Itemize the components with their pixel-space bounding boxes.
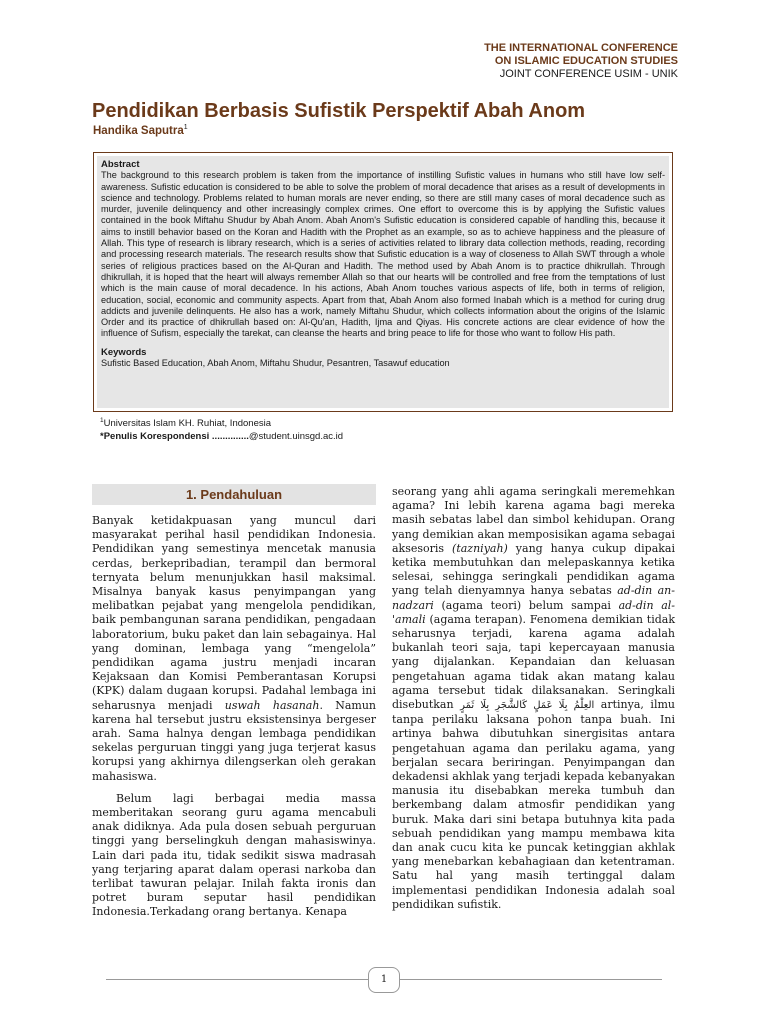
p1-text-b: . Namun karena hal tersebut justru eksistensinya bergeser arah. Sama halnya dengan lembaga pendidikan sekelas perguruan tinggi yang juga terjerat kasus korupsi yang akhirnya dilengserkan oleh gerakan mahasiswa. <box>92 698 377 783</box>
abstract-heading: Abstract <box>101 159 140 170</box>
author-affil-sup: 1 <box>183 124 188 131</box>
keywords-heading: Keywords <box>101 346 147 358</box>
p3-text-d: (agama terapan). Fenomena demikian tidak seharusnya terjadi, karena agama adalah bukanlah teori saja, tapi kepercayaan manusia yang dijalankan. Kepandaian dan keluasan pengetahuan agama tidak akan matang kalau agama tersebut tidak dilaksanakan. Seringkali disebutkan <box>392 612 675 712</box>
paragraph-2: Belum lagi berbagai media massa memberitakan seorang guru agama mencabuli anak didiknya. Ada pula dosen sebuah perguruan tinggi yang berselingkuh dengan mahasiswinya. Lain dari pada itu, tidak sedikit siswa madrasah yang terjaring aparat dalam operasi narkoba dan terlibat tawuran pelajar. Inilah fakta ironis dan potret buram seputar hasil pendidikan Indonesia.Terkadang orang bertanya. Kenapa <box>92 791 376 919</box>
p3-emphasis-3: ad-din al-'amali <box>392 598 675 626</box>
author-name: Handika Saputra <box>93 124 184 137</box>
paper-title: Pendidikan Berbasis Sufistik Perspektif Abah Anom <box>92 100 586 122</box>
arabic-quote: العِلْمُ بِلَا عَمَلٍ كَالشَّجَرِ بِلَا ثَمَرٍ <box>460 700 595 712</box>
corr-label: *Penulis Korespondensi .............. <box>100 431 249 443</box>
abstract-panel <box>97 156 669 408</box>
conference-header <box>484 42 678 81</box>
affiliation-institution <box>100 414 343 430</box>
footer-rule-left <box>106 979 368 980</box>
footer-rule-right <box>400 979 662 980</box>
paragraph-3 <box>392 485 675 912</box>
page-number: 1 <box>368 967 400 993</box>
paragraph-1 <box>92 514 376 784</box>
p3-text-c: (agama teori) belum sampai <box>433 598 619 612</box>
p3-emphasis-2: ad-din an-nadzari <box>392 584 675 612</box>
abstract-box <box>93 152 673 412</box>
p3-text-e: artinya, ilmu tanpa perilaku laksana pohon tanpa buah. Ini artinya bahwa dibutuhkan sinergisitas antara pengetahuan agama dan perilaku agama, yang berjalan secara beriringan. Penyimpangan dan dekadensi akhlak yang terjadi kepada kebanyakan manusia itu disebabkan mereka tumbuh dan berkembang dalam atmosfir pendidikan yang buruk. Maka dari sini betapa butuhnya kita pada sebuah pendidikan yang mampu membawa kita dan anak cucu kita ke puncak ketinggian akhlak yang menebarkan kebahagiaan dan ketentraman. Satu hal yang masih tertinggal dalam implementasi pendidikan Indonesia adalah soal pendidikan sufistik. <box>392 698 675 911</box>
affil-institution-text: Universitas Islam KH. Ruhiat, Indonesia <box>103 418 272 430</box>
p3-text-b: yang hanya cukup dipakai ketika membutuhkan dan melepaskannya ketika selesai, sehingga seringkali pendidikan agama yang telah dienyamnya hanya sebatas <box>392 541 675 598</box>
keywords-text: Sufistic Based Education, Abah Anom, Miftahu Shudur, Pesantren, Tasawuf education <box>101 358 450 369</box>
p3-text-a: seorang yang ahli agama seringkali meremehkan agama? Ini lebih karena agama bagi mereka masih sebatas label dan simbol kehidupan. Orang yang demikian akan memposisikan agama sebagai aksesoris <box>392 485 675 555</box>
body-column-right <box>392 485 675 912</box>
conference-line-2: ON ISLAMIC EDUCATION STUDIES <box>494 55 678 67</box>
affil-sup: 1 <box>100 417 104 424</box>
affiliation-block <box>100 414 343 443</box>
corresponding-author <box>100 430 343 443</box>
body-column-left <box>92 514 376 920</box>
p3-emphasis-1: (tazniyah) <box>452 541 508 555</box>
conference-line-1: THE INTERNATIONAL CONFERENCE <box>484 42 678 54</box>
corr-email: @student.uinsgd.ac.id <box>248 431 344 443</box>
abstract-text: The background to this research problem is taken from the importance of instilling Sufistic values in humans who still have low self-awareness. Sufistic education is considered to be able to solve the problem of moral decadence that arises as a result of developments in science and technology. Problems related to human morals are never ending, so there are still many cases of moral decadence such as murder, juvenile delinquency and other increasingly complex crimes. One effort to overcome this is by applying the Sufistic values contained in the book Miftahu Shudur by Abah Anom. Abah Anom's Sufistic education is considered capable of handling this, because it aims to instill behavior based on the Koran and Hadith with the Prophet as an example, so as to achieve happiness and the pleasure of Allah. This type of research is library research, which is a series of activities related to library data collection methods, reading, recording and processing research materials. The research results show that Sufistic education is a way of closeness to Allah SWT through a whole series of religious practices based on the Al-Quran and Hadith. The method used by Abah Anom is to practice dhikrullah. Through dhikrullah, it is hoped that the heart will always remember Allah so that our hearts will be controlled and free from the temptations of lust which is the main cause of moral decadence. In his actions, Abah Anom touches various aspects of life, both in terms of religion, education, social, economic and community aspects. Apart from that, Abah Anom also formed Inabah which is a method for curing drug addicts and juvenile delinquents. He also has a work, namely Miftahu Shudur, which collects information about the origins of the Islamic Order and its practice of dhikrullah based on: Al-Qu'an, Hadith, Ijma and Qiyas. His concrete actions are clear evidence of how the influence of Sufism, especially the tarekat, can cleanse the hearts and bring peace to life for those who want to follow His path. <box>101 170 665 339</box>
p1-text-a: Banyak ketidakpuasan yang muncul dari masyarakat perihal hasil pendidikan Indonesia. Pendidikan yang semestinya mencetak manusia cerdas, berkepribadian, terampil dan bermoral ternyata belum menunjukkan hasil maksimal. Misalnya banyak kasus penyimpangan yang melibatkan pejabat yang mengelola pendidikan, baik pembangunan sarana pendidikan, pengadaan laboratorium, buku paket dan lain sebagainya. Hal yang dominan, lembaga yang “mengelola” pendidikan agama justru menjadi incaran Kejaksaan dan Komisi Pemberantasan Korupsi (KPK) dalam dugaan korupsi. Padahal lembaga ini seharusnya menjadi <box>92 514 376 712</box>
p1-emphasis: uswah hasanah <box>224 698 320 712</box>
paper-author <box>93 124 188 137</box>
section-heading: 1. Pendahuluan <box>92 484 376 505</box>
conference-line-3: JOINT CONFERENCE USIM - UNIK <box>499 68 678 80</box>
